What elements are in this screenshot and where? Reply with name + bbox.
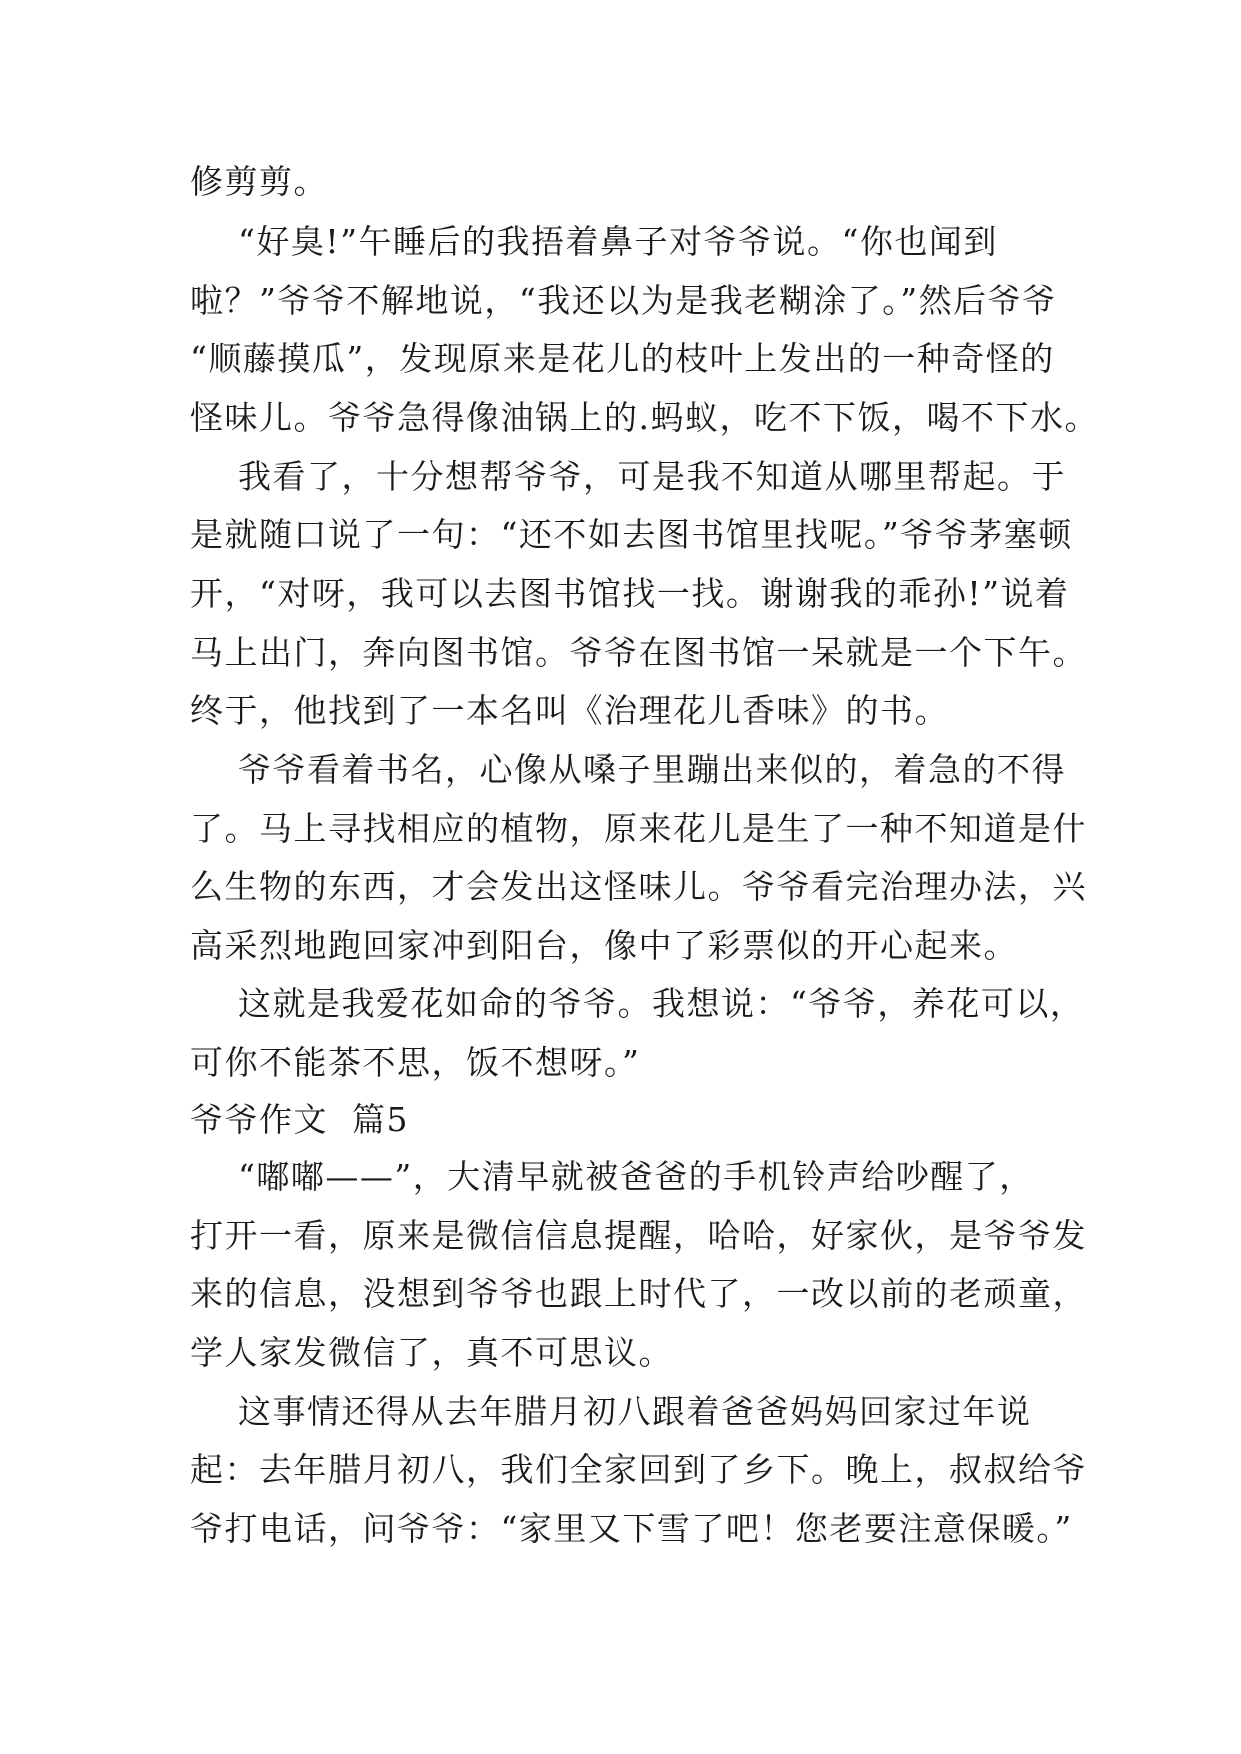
text-line: 终于，他找到了一本名叫《治理花儿香味》的书。 bbox=[190, 691, 949, 730]
text-line: 爷爷看着书名，心像从嗓子里蹦出来似的，着急的不得 bbox=[190, 750, 1066, 789]
text-line: 可你不能茶不思，饭不想呀。” bbox=[190, 1043, 641, 1082]
text-line: 打开一看，原来是微信信息提醒，哈哈，好家伙，是爷爷发 bbox=[190, 1216, 1087, 1255]
text-line: 起：去年腊月初八，我们全家回到了乡下。晚上，叔叔给爷 bbox=[190, 1450, 1087, 1489]
text-line: 高采烈地跑回家冲到阳台，像中了彩票似的开心起来。 bbox=[190, 926, 1018, 965]
text-line: 修剪剪。 bbox=[190, 162, 328, 201]
text-line: 了。马上寻找相应的植物，原来花儿是生了一种不知道是什 bbox=[190, 809, 1087, 848]
text-line: 开，“对呀，我可以去图书馆找一找。谢谢我的乖孙!”说着 bbox=[190, 574, 1070, 613]
text-line: 么生物的东西，才会发出这怪味儿。爷爷看完治理办法，兴 bbox=[190, 867, 1087, 906]
text-line: 马上出门，奔向图书馆。爷爷在图书馆一呆就是一个下午。 bbox=[190, 633, 1087, 672]
text-line: 爷打电话，问爷爷：“家里又下雪了吧！您老要注意保暖。” bbox=[190, 1509, 1073, 1548]
text-line: “嘟嘟——”，大清早就被爸爸的手机铃声给吵醒了， bbox=[190, 1157, 1034, 1196]
text-line: 学人家发微信了，真不可思议。 bbox=[190, 1333, 673, 1372]
text-line: 是就随口说了一句：“还不如去图书馆里找呢。”爷爷茅塞顿 bbox=[190, 515, 1073, 554]
text-line: 怪味儿。爷爷急得像油锅上的.蚂蚁，吃不下饭，喝不下水。 bbox=[190, 398, 1099, 437]
text-line: 我看了，十分想帮爷爷，可是我不知道从哪里帮起。于 bbox=[190, 457, 1066, 496]
text-line: 来的信息，没想到爷爷也跟上时代了，一改以前的老顽童， bbox=[190, 1274, 1087, 1313]
section-heading: 爷爷作文 篇5 bbox=[190, 1100, 409, 1139]
text-line: 这事情还得从去年腊月初八跟着爸爸妈妈回家过年说 bbox=[190, 1392, 1032, 1431]
text-line: “顺藤摸瓜”，发现原来是花儿的枝叶上发出的一种奇怪的 bbox=[190, 339, 1055, 378]
text-line: 啦？”爷爷不解地说，“我还以为是我老糊涂了。”然后爷爷 bbox=[190, 281, 1057, 320]
text-line: “好臭!”午睡后的我捂着鼻子对爷爷说。“你也闻到 bbox=[190, 222, 998, 261]
text-line: 这就是我爱花如命的爷爷。我想说：“爷爷，养花可以， bbox=[190, 984, 1085, 1023]
